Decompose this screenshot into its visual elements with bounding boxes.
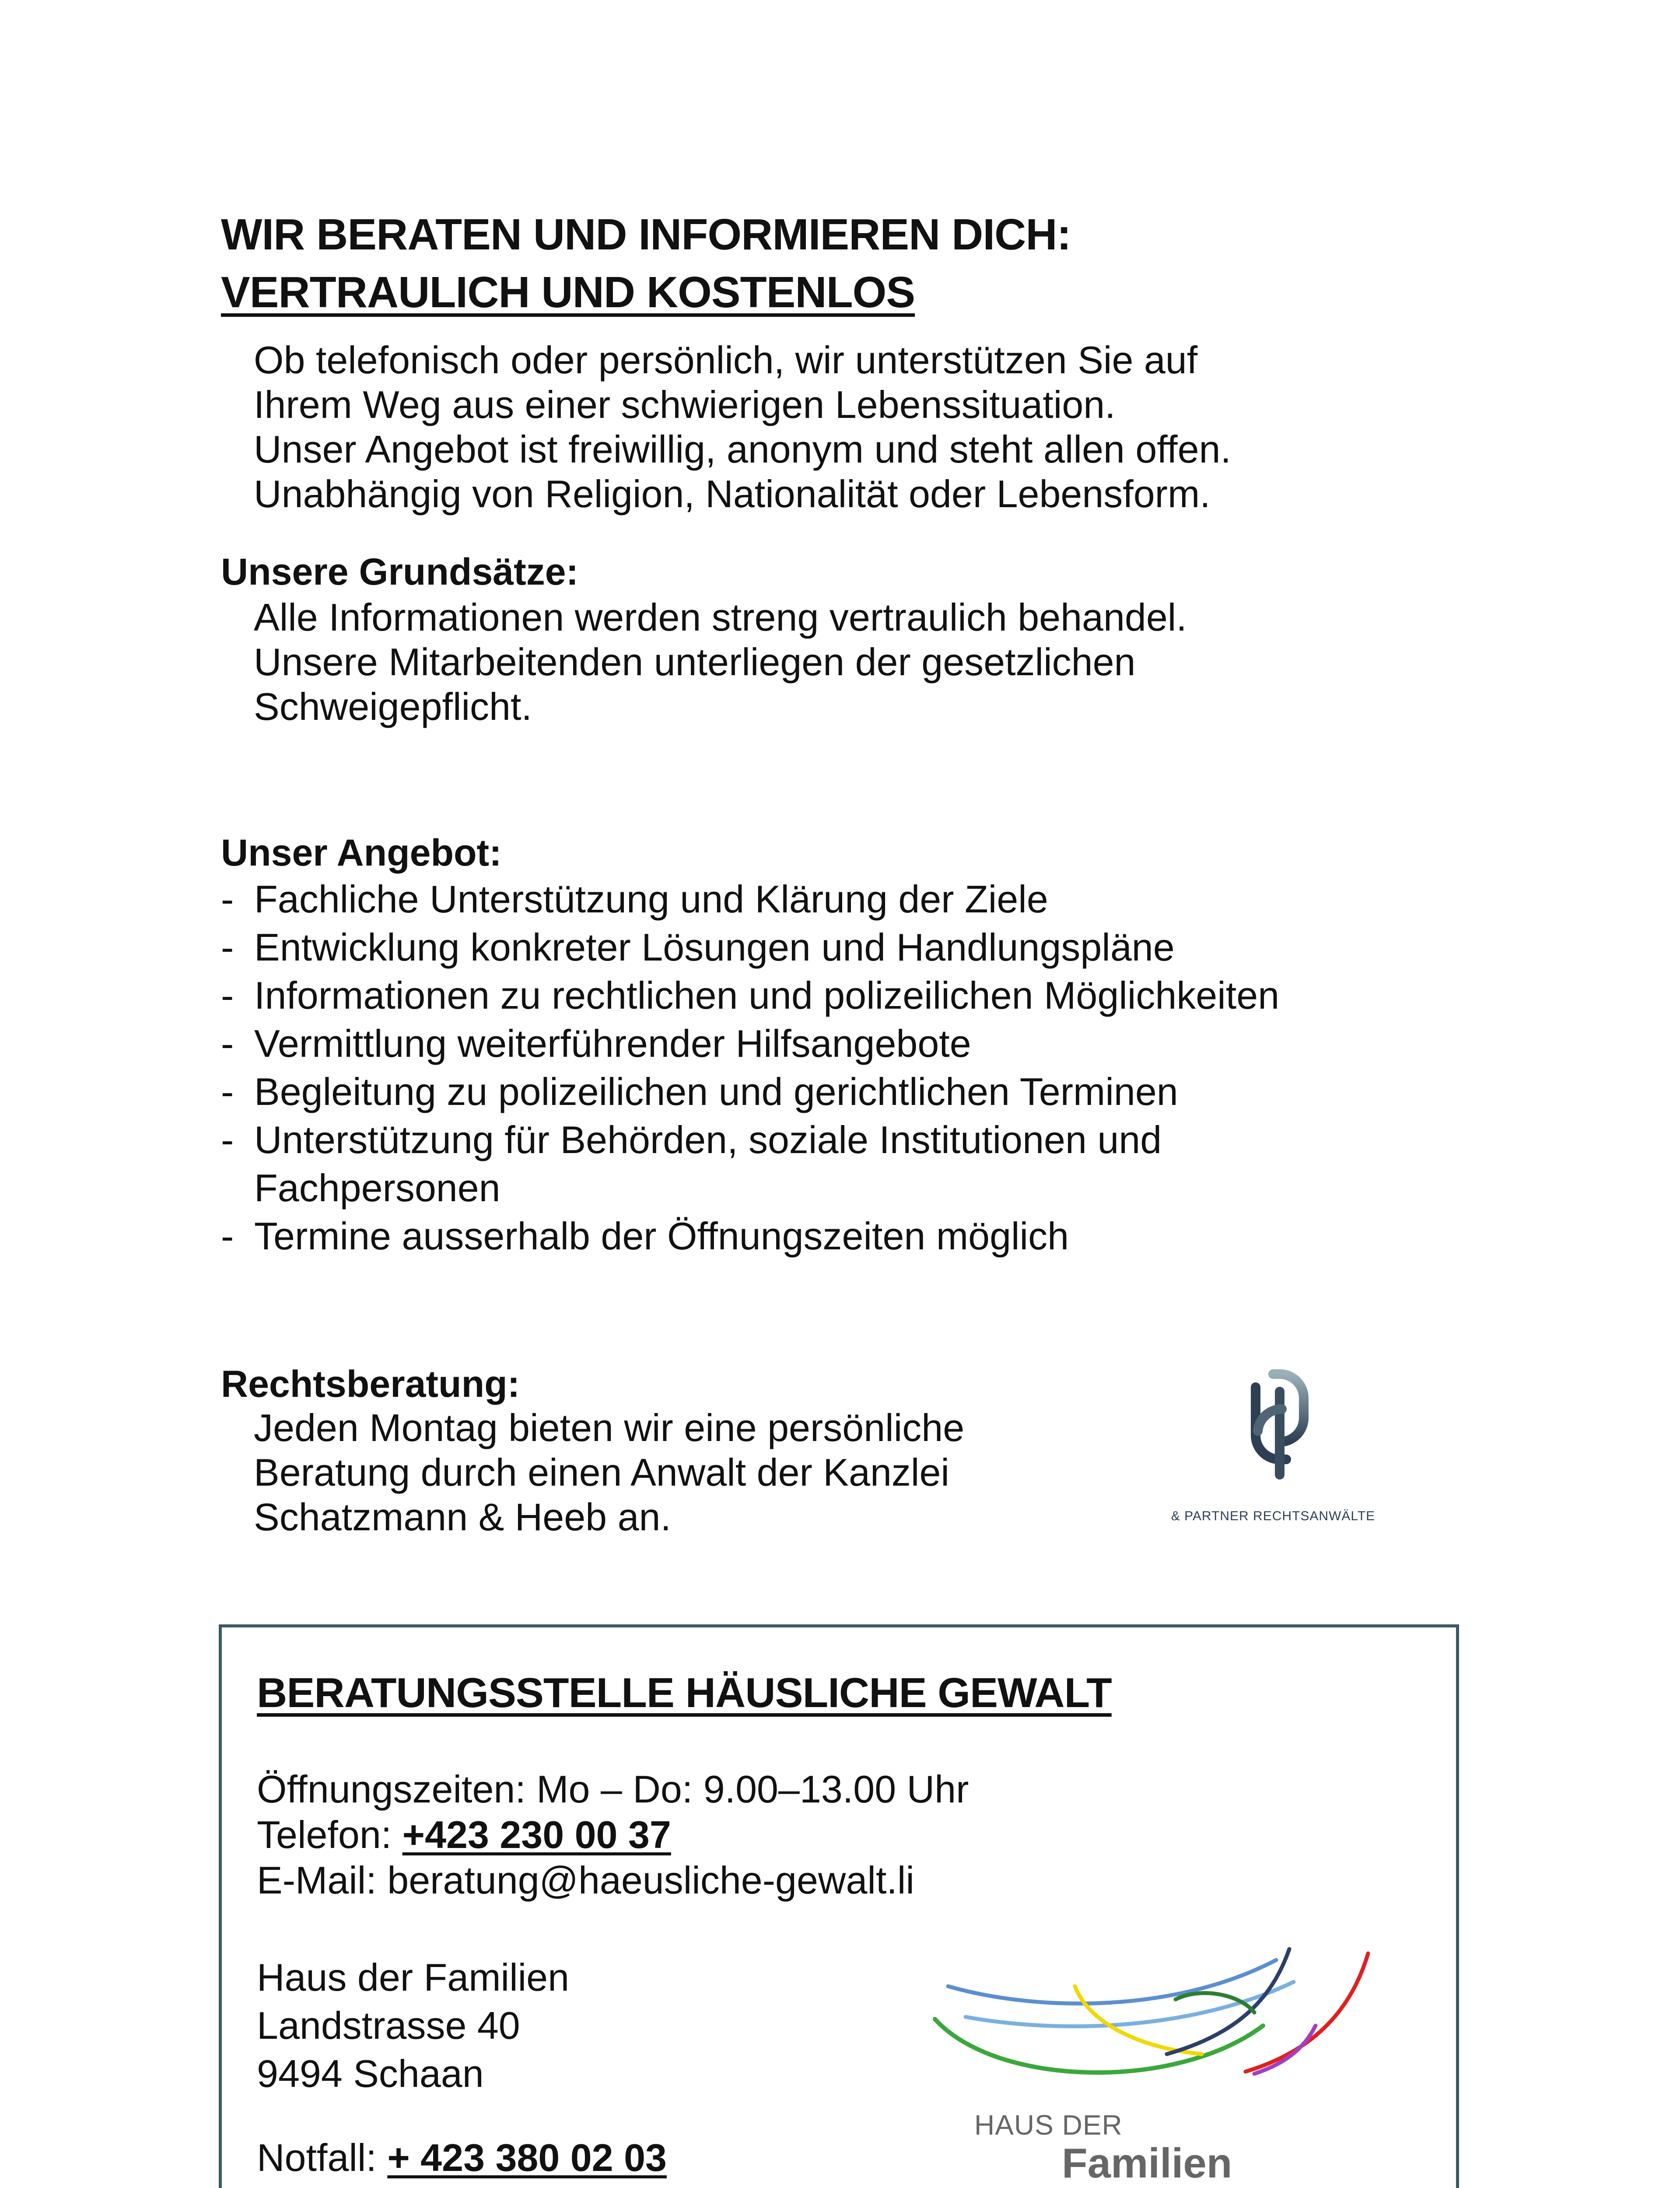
principles-line: Unsere Mitarbeitenden unterliegen der gesetzlichen <box>254 640 1136 684</box>
address-line: Haus der Familien <box>257 1956 570 1999</box>
address-line: 9494 Schaan <box>257 2052 484 2095</box>
emergency-phone-link[interactable]: + 423 380 02 03 <box>387 2136 667 2179</box>
intro-line: Ob telefonisch oder persönlich, wir unterstützen Sie auf <box>254 338 1198 382</box>
intro-line: Ihrem Weg aus einer schwierigen Lebenssituation. <box>254 383 1116 426</box>
principles-line: Alle Informationen werden streng vertraulich behandel. <box>254 596 1187 639</box>
list-item: - Vermittlung weiterführender Hilfsangebote <box>221 1020 1533 1068</box>
emergency-label: Notfall: <box>257 2136 388 2179</box>
legal-text <box>254 1406 1172 1539</box>
intro-line: Unser Angebot ist freiwillig, anonym und steht allen offen. <box>254 428 1231 471</box>
list-item: - Termine ausserhalb der Öffnungszeiten möglich <box>221 1212 1533 1260</box>
principles-line: Schweigepflicht. <box>254 685 532 728</box>
list-item: - Begleitung zu polizeilichen und gerichtlichen Terminen <box>221 1068 1533 1116</box>
main-heading-line2: VERTRAULICH UND KOSTENLOS <box>221 268 915 317</box>
law-firm-monogram-icon <box>1155 1348 1391 1497</box>
address-block <box>257 1955 569 2097</box>
legal-title: Rechtsberatung: <box>221 1363 520 1405</box>
intro-line: Unabhängig von Religion, Nationalität oder Lebensform. <box>254 472 1211 515</box>
offer-list <box>221 875 1533 1260</box>
phone-link[interactable]: +423 230 00 37 <box>402 1813 671 1856</box>
list-item: - Unterstützung für Behörden, soziale Institutionen und Fachpersonen <box>221 1116 1326 1212</box>
phone-row <box>257 1812 671 1858</box>
logo-text-line1: HAUS DER <box>974 2109 1123 2141</box>
list-item: - Fachliche Unterstützung und Klärung der Ziele <box>221 875 1533 923</box>
emergency-row <box>257 2135 667 2181</box>
intro-paragraph <box>254 338 1566 516</box>
contact-box <box>219 1624 1459 2188</box>
address-line: Landstrasse 40 <box>257 2004 520 2047</box>
principles-title: Unsere Grundsätze: <box>221 551 579 593</box>
main-heading-line1: WIR BERATEN UND INFORMIEREN DICH: <box>221 210 1071 259</box>
logo-text-line2: Familien <box>1062 2140 1232 2187</box>
opening-hours: Öffnungszeiten: Mo – Do: 9.00–13.00 Uhr <box>257 1767 969 1811</box>
law-firm-logo <box>1155 1348 1391 1532</box>
law-firm-caption: & PARTNER RECHTSANWÄLTE <box>1171 1509 1376 1523</box>
principles-text <box>254 595 1566 729</box>
legal-line: Beratung durch einen Anwalt der Kanzlei <box>254 1451 949 1494</box>
contact-box-title: BERATUNGSSTELLE HÄUSLICHE GEWALT <box>257 1669 1112 1716</box>
haus-der-familien-logo <box>931 1947 1394 2188</box>
email-row[interactable]: E-Mail: beratung@haeusliche-gewalt.li <box>257 1858 914 1902</box>
main-heading <box>221 206 1490 321</box>
legal-line: Jeden Montag bieten wir eine persönliche <box>254 1406 965 1449</box>
list-item: - Entwicklung konkreter Lösungen und Handlungspläne <box>221 923 1533 971</box>
list-item: - Informationen zu rechtlichen und polizeilichen Möglichkeiten <box>221 971 1533 1020</box>
colorful-arcs-icon <box>931 1947 1394 2109</box>
legal-line: Schatzmann & Heeb an. <box>254 1495 671 1539</box>
offer-title: Unser Angebot: <box>221 832 502 874</box>
phone-label: Telefon: <box>257 1813 402 1856</box>
